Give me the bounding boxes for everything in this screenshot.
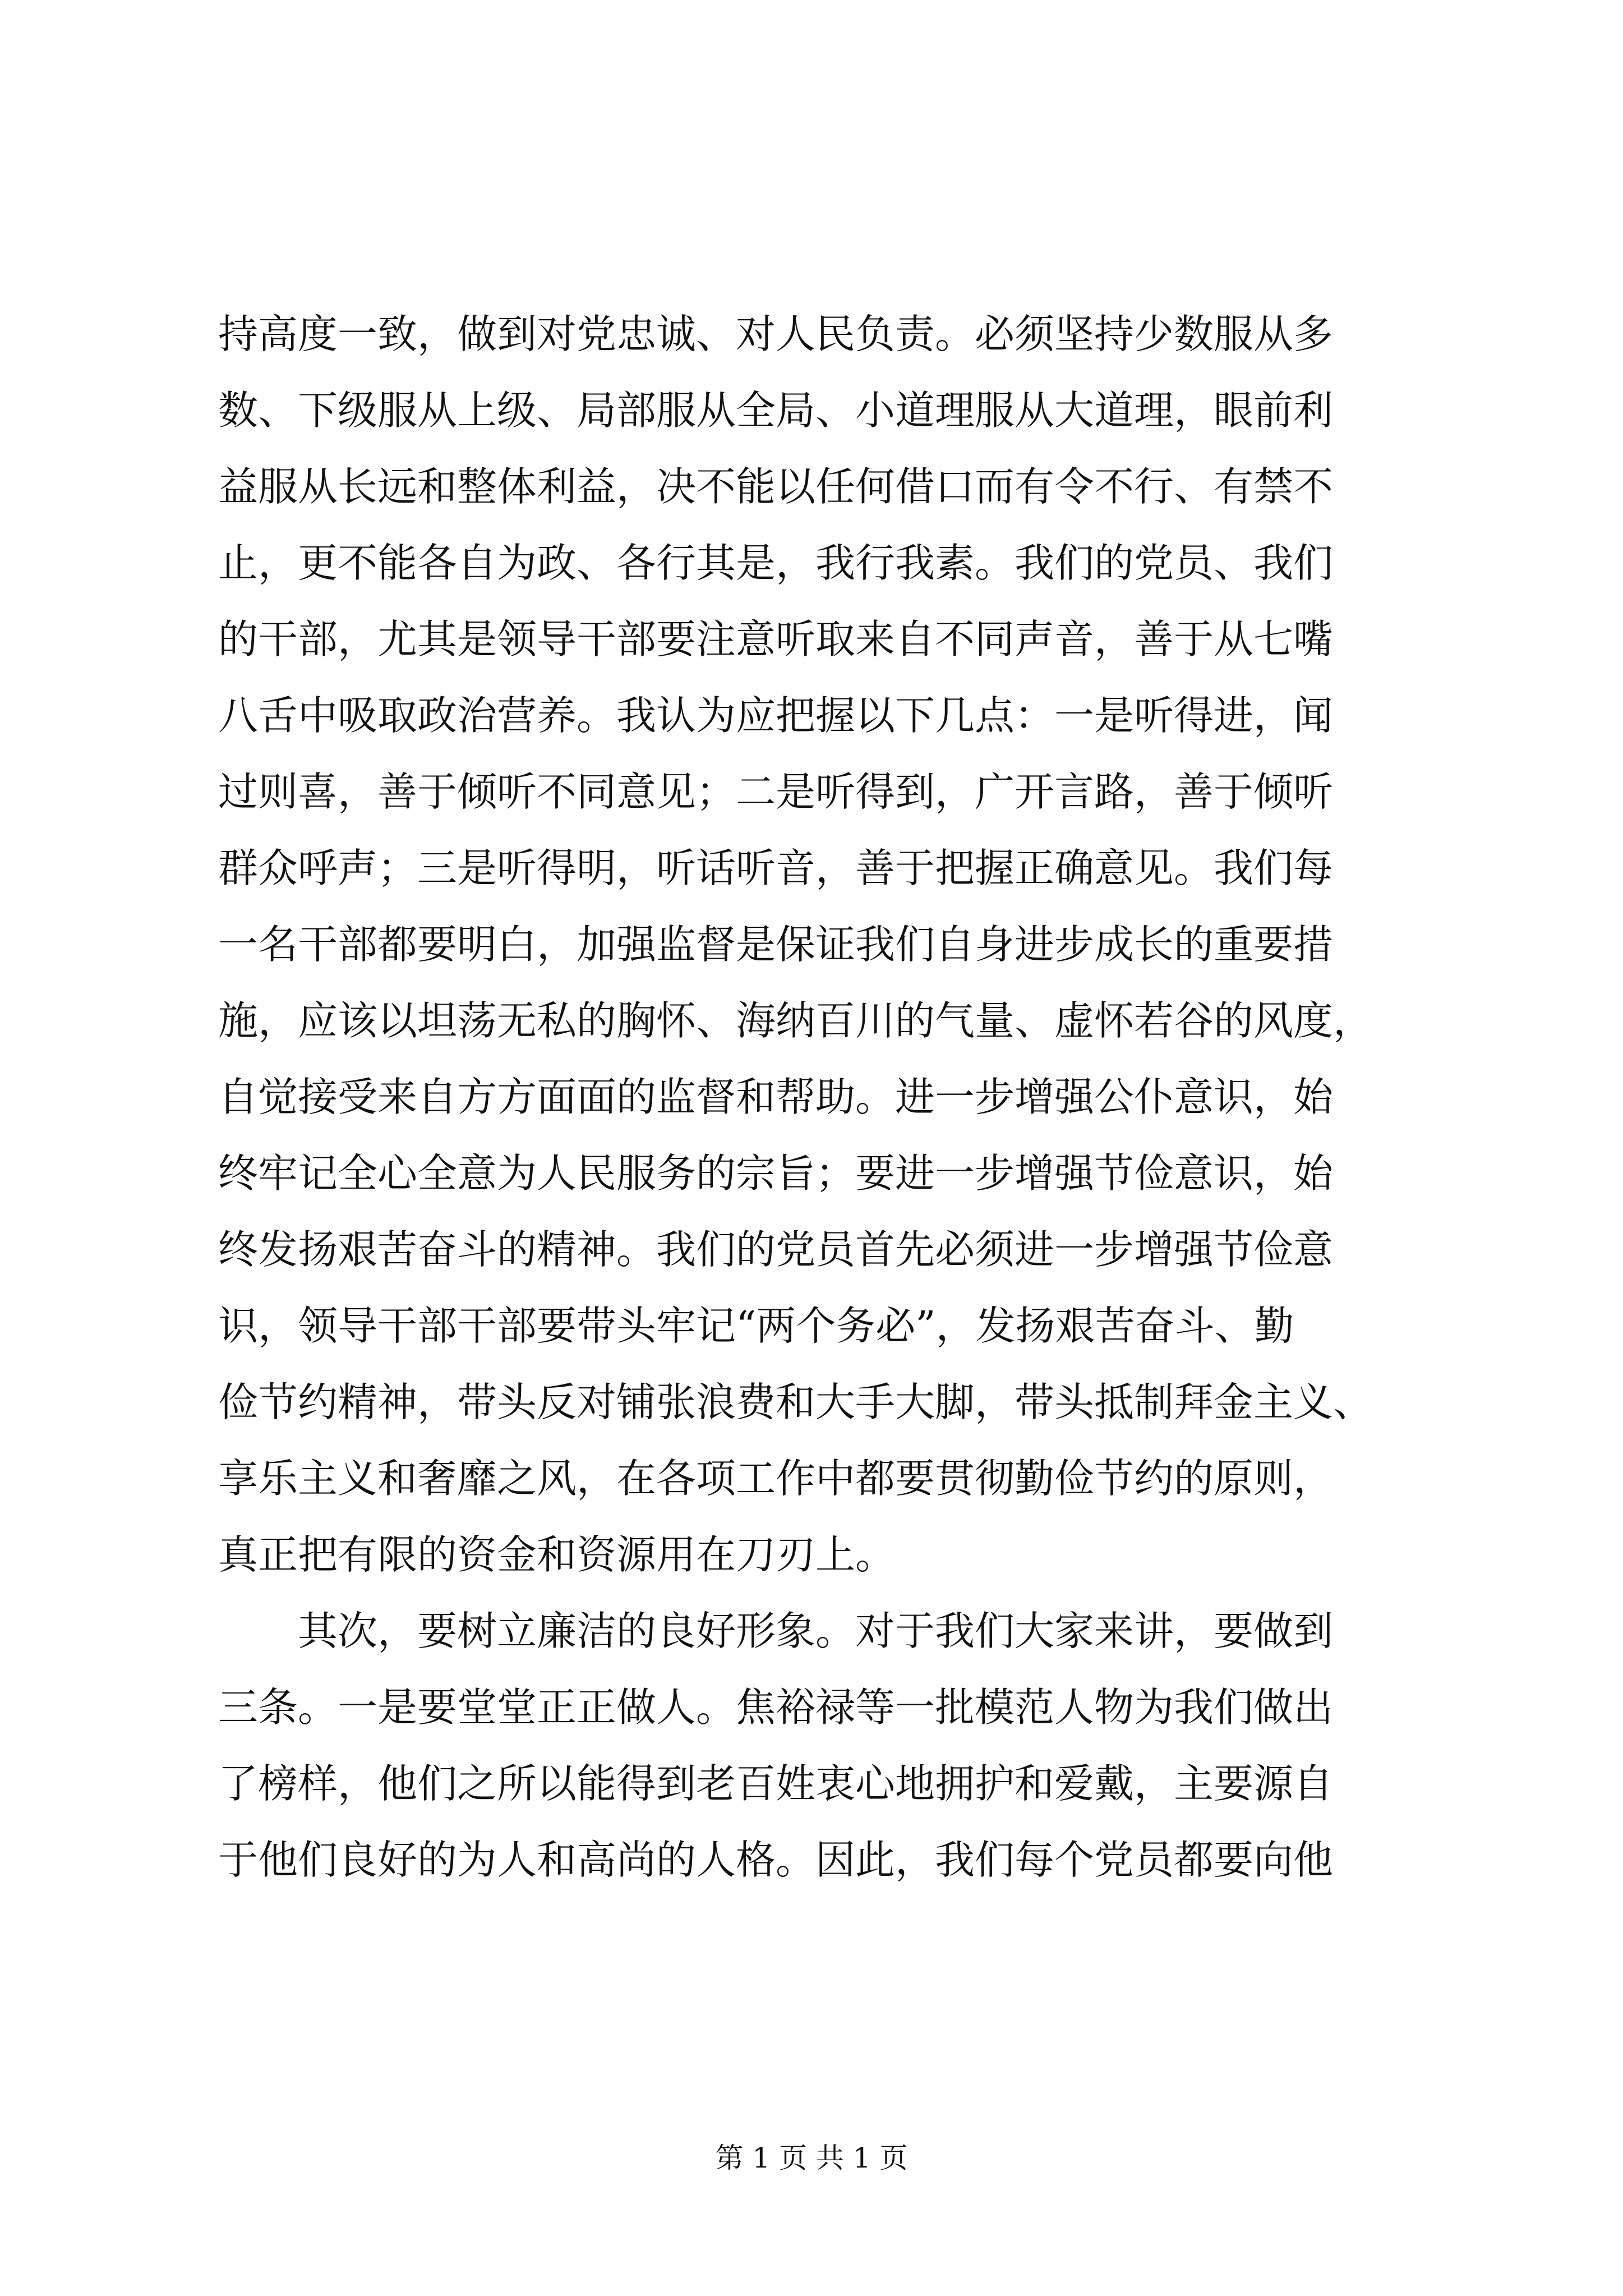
text-line: 群众呼声；三是听得明，听话听音，善于把握正确意见。我们每 — [218, 845, 1334, 891]
text-line: 享乐主义和奢靡之风，在各项工作中都要贯彻勤俭节约的原则， — [218, 1455, 1334, 1502]
text-line: 一名干部都要明白，加强监督是保证我们自身进步成长的重要措 — [218, 921, 1334, 968]
page-footer — [0, 2138, 1623, 2178]
text-line: 终发扬艰苦奋斗的精神。我们的党员首先必须进一步增强节俭意 — [218, 1226, 1334, 1273]
text-line: 施，应该以坦荡无私的胸怀、海纳百川的气量、虚怀若谷的风度， — [218, 997, 1373, 1044]
text-line: 真正把有限的资金和资源用在刀刃上。 — [218, 1531, 896, 1578]
text-line: 八舌中吸取政治营养。我认为应把握以下几点：一是听得进，闻 — [218, 692, 1334, 739]
text-line: 识，领导干部干部要带头牢记“两个务必”，发扬艰苦奋斗、勤 — [218, 1303, 1294, 1349]
text-line: 自觉接受来自方方面面的监督和帮助。进一步增强公仆意识，始 — [218, 1074, 1334, 1120]
text-line: 止，更不能各自为政、各行其是，我行我素。我们的党员、我们 — [218, 540, 1334, 586]
body-text — [218, 296, 1407, 1898]
text-line: 终牢记全心全意为人民服务的宗旨；要进一步增强节俭意识，始 — [218, 1150, 1334, 1197]
page-number-label: 第 1 页 共 1 页 — [715, 2142, 908, 2174]
text-line: 了榜样，他们之所以能得到老百姓衷心地拥护和爱戴，主要源自 — [218, 1760, 1334, 1807]
text-line: 于他们良好的为人和高尚的人格。因此，我们每个党员都要向他 — [218, 1837, 1334, 1883]
text-line: 其次，要树立廉洁的良好形象。对于我们大家来讲，要做到 — [218, 1608, 1334, 1654]
text-line: 益服从长远和整体利益，决不能以任何借口而有令不行、有禁不 — [218, 463, 1334, 510]
text-line: 持高度一致，做到对党忠诚、对人民负责。必须坚持少数服从多 — [218, 311, 1334, 357]
text-line: 过则喜，善于倾听不同意见；二是听得到，广开言路，善于倾听 — [218, 769, 1334, 815]
text-line: 的干部，尤其是领导干部要注意听取来自不同声音，善于从七嘴 — [218, 616, 1334, 662]
text-line: 数、下级服从上级、局部服从全局、小道理服从大道理，眼前利 — [218, 387, 1334, 434]
text-line: 三条。一是要堂堂正正做人。焦裕禄等一批模范人物为我们做出 — [218, 1684, 1334, 1731]
text-line: 俭节约精神，带头反对铺张浪费和大手大脚，带头抵制拜金主义、 — [218, 1379, 1373, 1425]
